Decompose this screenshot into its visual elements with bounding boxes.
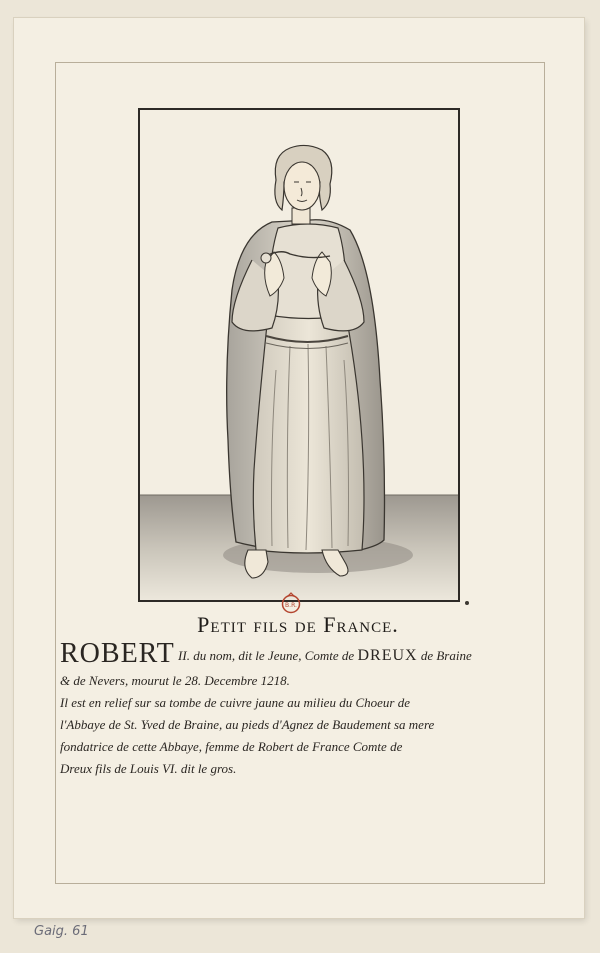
caption-line-3: Il est en relief sur sa tombe de cuivre jaune au milieu du Choeur de	[60, 695, 410, 710]
stamp-text: B.R.	[285, 602, 297, 609]
shelfmark: Gaig. 61	[34, 924, 89, 939]
caption-line-6: Dreux fils de Louis VI. dit le gros.	[60, 761, 237, 776]
caption-line-1-text-a: II. du nom, dit le Jeune, Comte de	[174, 648, 358, 663]
caption-line-4: l'Abbaye de St. Yved de Braine, au pieds d'Agnez de Baudement sa mere	[60, 717, 435, 732]
caption-line-1	[60, 640, 560, 670]
plate-title: Petit fils de France.	[197, 612, 399, 637]
effigy-drawing	[138, 108, 460, 602]
caption	[60, 640, 560, 780]
caption-line-1-text-b: de Braine	[417, 648, 472, 663]
caption-county: DREUX	[357, 647, 418, 664]
library-stamp	[280, 592, 302, 614]
caption-name: ROBERT	[60, 638, 175, 669]
ink-dot	[465, 601, 469, 605]
stamp-seal-icon	[280, 592, 302, 614]
caption-line-2: & de Nevers, mourut le 28. Decembre 1218.	[60, 673, 290, 688]
caption-line-5: fondatrice de cette Abbaye, femme de Robert de France Comte de	[60, 739, 403, 754]
effigy-figure	[140, 110, 458, 600]
